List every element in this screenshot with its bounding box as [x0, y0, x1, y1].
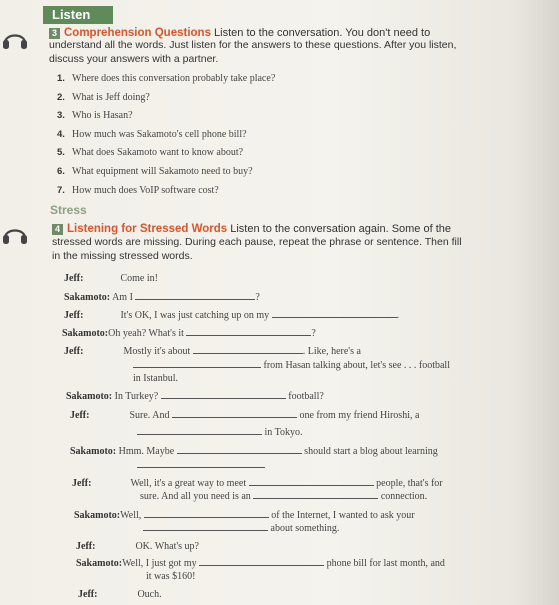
dialogue-line: it was $160! [146, 571, 196, 582]
dialogue-line: in Tokyo. [137, 425, 303, 440]
speaker-label: Sakamoto: [62, 328, 109, 339]
answer-blank[interactable] [249, 476, 374, 486]
dialogue-line: Jeff: OK. What's up? [76, 541, 199, 552]
answer-blank[interactable] [177, 444, 302, 454]
question-item: 6. What equipment will Sakamoto need to buy? [57, 165, 253, 177]
speaker-label: Jeff: [64, 346, 84, 357]
question-item: 2. What is Jeff doing? [57, 91, 150, 103]
speaker-label: Sakamoto: [66, 391, 113, 402]
speaker-label: Sakamoto: [76, 558, 123, 569]
dialogue-line: in Istanbul. [133, 373, 178, 384]
answer-blank[interactable] [186, 326, 311, 336]
dialogue-line [137, 458, 265, 473]
listen-banner: Listen [43, 6, 113, 24]
answer-blank[interactable] [193, 344, 303, 354]
speaker-label: Jeff: [64, 310, 84, 321]
question-item: 4. How much was Sakamoto's cell phone bill? [57, 128, 247, 140]
dialogue-line: Jeff: Mostly it's about . Like, here's a [64, 346, 361, 357]
question-item: 7. How much does VoIP software cost? [57, 184, 219, 196]
answer-blank[interactable] [135, 290, 255, 300]
answer-blank[interactable] [133, 358, 261, 368]
speaker-label: Jeff: [70, 410, 90, 421]
dialogue-line: Jeff: It's OK, I was just catching up on my . [64, 310, 400, 321]
answer-blank[interactable] [143, 521, 268, 531]
speaker-label: Sakamoto: [74, 510, 121, 521]
answer-blank[interactable] [199, 556, 324, 566]
dialogue-line: Jeff: Sure. And one from my friend Hiroshi, a [70, 410, 420, 421]
answer-blank[interactable] [253, 489, 378, 499]
question-list [57, 72, 275, 202]
dialogue-line: about something. [143, 521, 339, 536]
answer-blank[interactable] [144, 508, 269, 518]
dialogue-line: Sakamoto:Well, of the Internet, I wanted to ask your [74, 510, 415, 521]
answer-blank[interactable] [137, 425, 262, 435]
answer-blank[interactable] [137, 458, 265, 468]
dialogue-line: from Hasan talking about, let's see . . . football [133, 358, 450, 373]
section-3-instructions-line3: discuss your answers with a partner. [49, 53, 219, 65]
question-item: 1. Where does this conversation probably take place? [57, 73, 276, 84]
section-number-badge: 4 [52, 224, 63, 235]
stress-heading: Stress [50, 203, 87, 217]
dialogue-line: Jeff: Come in! [64, 273, 158, 284]
headphones-icon [2, 28, 28, 50]
section-4-instructions-line2: stressed words are missing. During each pause, repeat the phrase or sentence. Then fill [52, 236, 462, 248]
answer-blank[interactable] [272, 308, 397, 318]
speaker-label: Sakamoto: [70, 446, 117, 457]
dialogue-line: Sakamoto:Well, I just got my phone bill for last month, and [76, 558, 445, 569]
headphones-icon [2, 223, 28, 245]
dialogue-line: Sakamoto:Oh yeah? What's it ? [62, 328, 316, 339]
speaker-label: Jeff: [78, 589, 98, 600]
section-title: Listening for Stressed Words [67, 223, 228, 235]
speaker-label: Jeff: [72, 478, 92, 489]
answer-blank[interactable] [161, 389, 286, 399]
question-item: 5. What does Sakamoto want to know about? [57, 147, 244, 159]
dialogue-line: Jeff: Ouch. [78, 589, 162, 600]
section-instructions: Listen to the conversation again. Some of the [230, 223, 452, 235]
dialogue-line: Sakamoto: In Turkey? football? [66, 391, 324, 402]
dialogue-line: Sakamoto: Hmm. Maybe should start a blog about learning [70, 446, 438, 457]
answer-blank[interactable] [172, 408, 297, 418]
section-3-instructions-line2: understand all the words. Just listen for the answers to these questions. After you listen, [49, 39, 457, 51]
dialogue-line: Jeff: Well, it's a great way to meet people, that's for [72, 478, 443, 489]
section-number-badge: 3 [49, 28, 60, 39]
speaker-label: Sakamoto: [64, 292, 111, 303]
section-instructions: Listen to the conversation. You don't need to [214, 27, 431, 39]
speaker-label: Jeff: [64, 273, 84, 284]
section-4-instructions-line3: in the missing stressed words. [52, 250, 193, 262]
dialogue-line: sure. And all you need is an connection. [140, 491, 428, 502]
question-item: 3. Who is Hasan? [57, 110, 133, 122]
dialogue-line: Sakamoto: Am I ? [64, 292, 260, 303]
section-title: Comprehension Questions [64, 27, 211, 39]
speaker-label: Jeff: [76, 541, 96, 552]
